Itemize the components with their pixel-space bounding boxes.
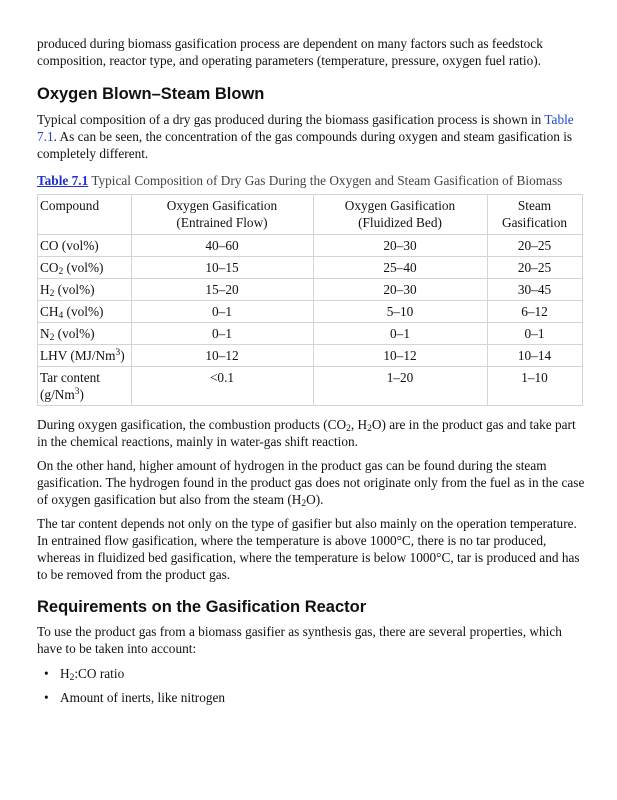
para-text: O). [306,492,324,507]
label-text: (vol%) [54,326,95,341]
document-page [37,35,585,706]
table-row-h2 [38,279,583,301]
list-item-text: :CO ratio [74,666,125,681]
cell-value: 30–45 [488,279,583,301]
cell-value: 15–20 [132,279,314,301]
cell-value: 25–40 [314,257,488,279]
cell-value: 10–15 [132,257,314,279]
table-row-tar [38,367,583,406]
row-label [38,323,132,345]
table-row-co2 [38,257,583,279]
label-text: (g/Nm [40,387,75,402]
table-row-n2 [38,323,583,345]
header-line: Oxygen Gasification [344,198,456,213]
cell-value: 1–10 [488,367,583,406]
hydrogen-paragraph [37,457,585,508]
section-heading-oxygen-steam: Oxygen Blown–Steam Blown [37,85,265,103]
table-caption-label[interactable]: Table 7.1 [37,173,89,188]
label-text: (vol%) [63,304,104,319]
label-text: N [40,326,50,341]
para-text: On the other hand, higher amount of hydrogen in the product gas can be found during the steam gasification. The hydrogen found in the product gas does not originate only from the fuel as in the case of oxygen gasification but also from the steam (H [37,458,585,507]
cell-value: 20–25 [488,257,583,279]
intro-paragraph: produced during biomass gasification process are dependent on many factors such as feedstock composition, reactor type, and operating parameters (temperature, pressure, oxygen fuel ratio). [37,36,543,68]
label-subscript: 2 [58,267,64,277]
cell-value: 0–1 [488,323,583,345]
row-label [38,301,132,323]
cell-value: 20–30 [314,279,488,301]
label-text: LHV (MJ/Nm [40,348,116,363]
cell-value: <0.1 [132,367,314,406]
para-subscript: 2 [367,424,372,434]
label-subscript: 4 [58,311,64,321]
table-7-1-link[interactable]: Table 7.1 [37,112,574,144]
gas-composition-table [37,194,583,406]
header-line: Oxygen Gasification [166,198,278,213]
header-line: (Fluidized Bed) [358,215,442,230]
cell-value: 0–1 [314,323,488,345]
combustion-paragraph [37,416,585,450]
row-label [38,279,132,301]
header-line: Gasification [502,215,567,230]
label-text: ) [79,387,84,402]
cell-value: 10–12 [132,345,314,367]
cell-value: 5–10 [314,301,488,323]
header-oxygen-fluidized [314,195,488,235]
cell-value: 0–1 [132,301,314,323]
table-intro-text: Typical composition of a dry gas produced during the biomass gasification process is shown in [37,112,545,127]
requirements-paragraph: To use the product gas from a biomass gasifier as synthesis gas, there are several properties, which have to be taken into account: [37,624,562,656]
table-intro-paragraph [37,111,585,162]
para-text: , H [350,417,368,432]
list-item-subscript: 2 [69,673,75,683]
requirements-list [37,665,585,706]
section-heading-reactor-requirements: Requirements on the Gasification Reactor [37,598,367,616]
list-item-text: Amount of inerts, like nitrogen [60,690,226,705]
header-oxygen-entrained [132,195,314,235]
list-item [37,689,585,706]
label-text: H [40,282,50,297]
header-compound: Compound [38,195,132,235]
para-subscript: 2 [301,499,307,509]
label-subscript: 2 [49,289,55,299]
list-item-text: H [60,666,70,681]
cell-value: 10–12 [314,345,488,367]
label-superscript: 3 [74,387,80,397]
cell-value: 10–14 [488,345,583,367]
tar-paragraph: The tar content depends not only on the type of gasifier but also mainly on the operation temperature. In entrained flow gasification, where the temperature is above 1000°C, there is no tar produced, whereas in fluidized bed gasification, where the temperature is below 1000°C, tar is produced and has to be removed from the product gas. [37,516,580,582]
para-text: During oxygen gasification, the combustion products (CO [37,417,347,432]
bullet-icon: • [44,666,49,681]
header-line: (Entrained Flow) [176,215,268,230]
label-text: (vol%) [54,282,95,297]
cell-value: 1–20 [314,367,488,406]
label-subscript: 2 [49,333,55,343]
label-superscript: 3 [115,348,121,358]
label-text: CH [40,304,59,319]
header-steam [488,195,583,235]
label-text: CO [40,260,59,275]
table-caption-text: Typical Composition of Dry Gas During the Oxygen and Steam Gasification of Biomass [88,173,563,188]
header-line: Steam [517,198,552,213]
para-text: O) are in the product gas and take part in the chemical reactions, mainly in water-gas shift reaction. [37,417,576,449]
row-label: CO (vol%) [38,235,132,257]
table-intro-text-end: . As can be seen, the concentration of the gas compounds during oxygen and steam gasification is completely different. [37,129,573,161]
row-label [38,367,132,406]
cell-value: 0–1 [132,323,314,345]
bullet-icon: • [44,690,49,705]
cell-value: 6–12 [488,301,583,323]
row-label [38,345,132,367]
table-row-ch4 [38,301,583,323]
label-text: Tar content [40,370,100,385]
table-row-lhv [38,345,583,367]
label-text: ) [120,348,125,363]
cell-value: 20–30 [314,235,488,257]
table-header-row [38,195,583,235]
table-caption [37,172,585,189]
table-row-co [38,235,583,257]
row-label [38,257,132,279]
label-text: (vol%) [63,260,104,275]
cell-value: 20–25 [488,235,583,257]
cell-value: 40–60 [132,235,314,257]
list-item [37,665,585,682]
para-subscript: 2 [346,424,351,434]
